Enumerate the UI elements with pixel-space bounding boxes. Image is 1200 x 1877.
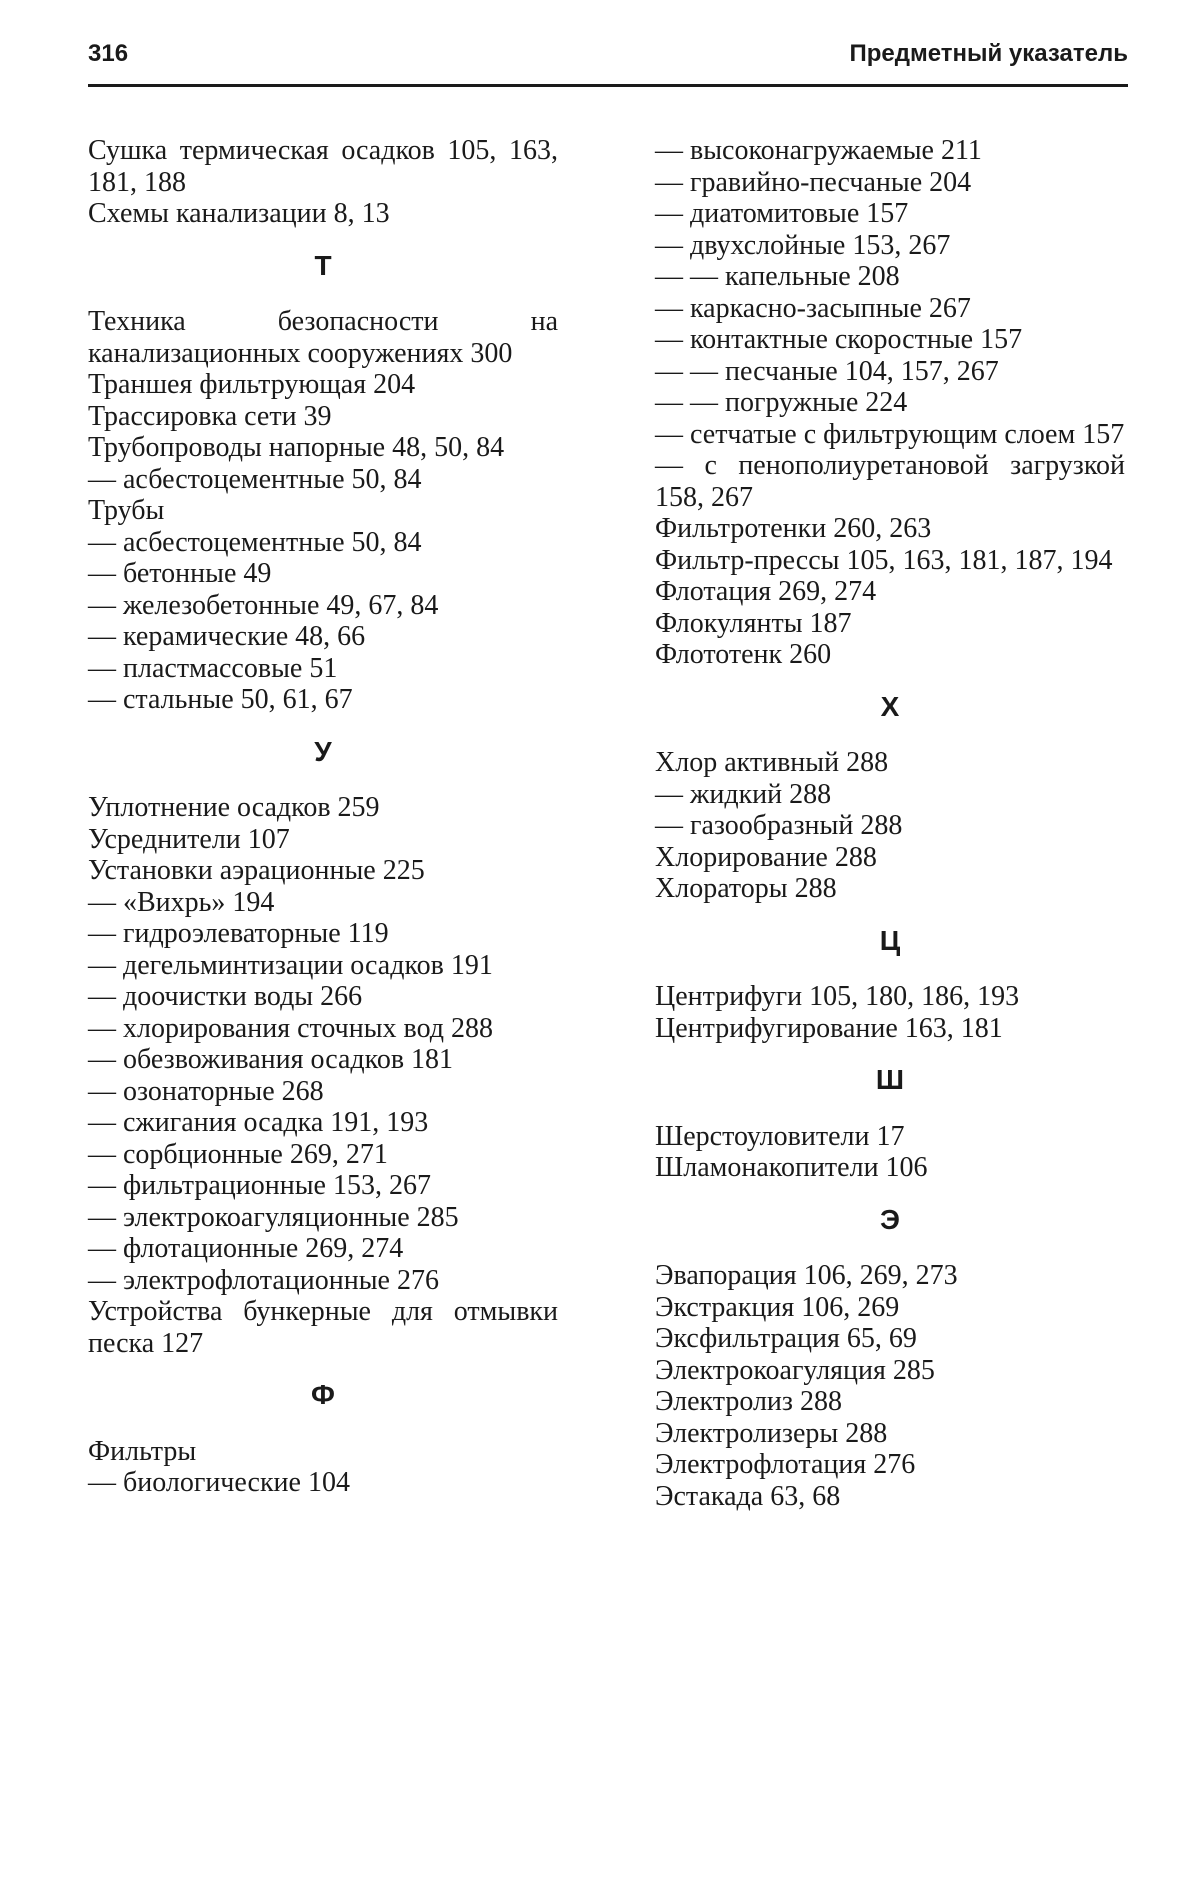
index-entry: Устройства бункерные для отмывки песка 127 bbox=[88, 1296, 558, 1359]
index-entry: Установки аэрационные 225 bbox=[88, 855, 425, 886]
index-entry: — асбестоцементные 50, 84 bbox=[88, 463, 422, 495]
index-entry: — гидроэлеваторные 119 bbox=[88, 918, 389, 949]
index-entry: Сушка термическая осадков 105, 163, 181, 188 bbox=[88, 135, 558, 198]
index-entry: — флотационные 269, 274 bbox=[88, 1233, 404, 1264]
index-entry: — гравийно-песчаные 204 bbox=[655, 166, 972, 198]
index-entry: — бетонные 49 bbox=[88, 558, 272, 589]
index-entry: Флотация 269, 274 bbox=[655, 576, 877, 607]
index-entry: — контактные скоростные 157 bbox=[655, 324, 1023, 355]
index-entry: — фильтрационные 153, 267 bbox=[88, 1170, 431, 1201]
index-entry: Хлорирование 288 bbox=[655, 841, 877, 873]
index-entry: — — капельные 208 bbox=[655, 261, 900, 292]
index-entry: — доочистки воды 266 bbox=[88, 981, 363, 1012]
section-letter: Э bbox=[880, 1203, 900, 1235]
index-entry: Шерстоуловители 17 bbox=[655, 1120, 905, 1152]
index-entry: Уплотнение осадков 259 bbox=[88, 792, 380, 823]
index-entry: Фильтр-прессы 105, 163, 181, 187, 194 bbox=[655, 544, 1113, 576]
index-entry: — сорбционные 269, 271 bbox=[88, 1138, 388, 1170]
section-letter: Х bbox=[880, 690, 900, 722]
index-entry: — железобетонные 49, 67, 84 bbox=[88, 589, 439, 621]
index-entry: Трубопроводы напорные 48, 50, 84 bbox=[88, 432, 505, 463]
section-letter: Т bbox=[314, 249, 332, 281]
running-title: Предметный указатель bbox=[849, 40, 1128, 67]
index-entry: — — погружные 224 bbox=[655, 387, 908, 418]
index-column-left bbox=[88, 135, 558, 1499]
index-entry: — озонаторные 268 bbox=[88, 1075, 324, 1107]
index-entry: Эвапорация 106, 269, 273 bbox=[655, 1260, 958, 1291]
index-entry: — газообразный 288 bbox=[655, 810, 903, 841]
index-entry: Электролизеры 288 bbox=[655, 1417, 888, 1449]
index-entry: — «Вихрь» 194 bbox=[88, 886, 275, 918]
index-entry: — с пенополиуретановой загрузкой 158, 267 bbox=[655, 450, 1125, 513]
index-entry: Хлор активный 288 bbox=[655, 747, 889, 778]
index-entry: — электрокоагуляционные 285 bbox=[88, 1201, 459, 1233]
index-entry: Эстакада 63, 68 bbox=[655, 1480, 841, 1512]
index-entry: Центрифугирование 163, 181 bbox=[655, 1012, 1003, 1044]
index-entry: — каркасно-засыпные 267 bbox=[655, 292, 971, 324]
page-header bbox=[88, 40, 1128, 80]
index-entry: — электрофлотационные 276 bbox=[88, 1264, 439, 1296]
index-entry: Техника безопасности на канализационных сооружениях 300 bbox=[88, 306, 558, 369]
index-entry: Фильтры bbox=[88, 1435, 197, 1467]
index-entry: — керамические 48, 66 bbox=[88, 621, 366, 652]
section-letter: Ц bbox=[879, 924, 901, 956]
index-entry: Трассировка сети 39 bbox=[88, 400, 332, 432]
index-entry: — хлорирования сточных вод 288 bbox=[88, 1012, 494, 1044]
index-entry: Хлораторы 288 bbox=[655, 873, 837, 904]
index-entry: — обезвоживания осадков 181 bbox=[88, 1044, 454, 1075]
index-entry: Флокулянты 187 bbox=[655, 607, 852, 639]
index-entry: — высоконагружаемые 211 bbox=[655, 135, 982, 166]
index-entry: Трубы bbox=[88, 495, 165, 526]
index-entry: — сетчатые с фильтрующим слоем 157 bbox=[655, 418, 1125, 450]
index-entry: Экстракция 106, 269 bbox=[655, 1291, 900, 1323]
index-entry: Электрофлотация 276 bbox=[655, 1449, 916, 1480]
section-letter: Ш bbox=[875, 1064, 905, 1095]
index-entry: — биологические 104 bbox=[88, 1467, 350, 1498]
index-entry: Схемы канализации 8, 13 bbox=[88, 198, 390, 229]
index-entry: Флототенк 260 bbox=[655, 639, 832, 670]
index-entry: Усреднители 107 bbox=[88, 823, 290, 855]
index-entry: — асбестоцементные 50, 84 bbox=[88, 526, 422, 558]
index-entry: Электрокоагуляция 285 bbox=[655, 1354, 935, 1386]
page-number: 316 bbox=[88, 40, 129, 67]
index-column-right bbox=[655, 135, 1125, 1512]
index-entry: — стальные 50, 61, 67 bbox=[88, 684, 353, 715]
index-entry: — двухслойные 153, 267 bbox=[655, 229, 951, 261]
index-entry: Эксфильтрация 65, 69 bbox=[655, 1323, 917, 1354]
index-entry: Центрифуги 105, 180, 186, 193 bbox=[655, 981, 1020, 1012]
index-entry: — дегельминтизации осадков 191 bbox=[88, 949, 493, 981]
header-rule bbox=[88, 84, 1128, 87]
index-entry: — диатомитовые 157 bbox=[655, 198, 909, 229]
section-letter: У bbox=[314, 735, 332, 767]
index-entry: — жидкий 288 bbox=[655, 778, 832, 810]
index-entry: Траншея фильтрующая 204 bbox=[88, 369, 416, 400]
index-entry: Шламонакопители 106 bbox=[655, 1152, 928, 1183]
index-entry: Электролиз 288 bbox=[655, 1386, 842, 1417]
index-entry: — пластмассовые 51 bbox=[88, 652, 338, 684]
index-entry: — сжигания осадка 191, 193 bbox=[88, 1107, 429, 1138]
index-entry: Фильтротенки 260, 263 bbox=[655, 513, 932, 544]
section-letter: Ф bbox=[311, 1379, 335, 1410]
index-entry: — — песчаные 104, 157, 267 bbox=[655, 355, 999, 387]
